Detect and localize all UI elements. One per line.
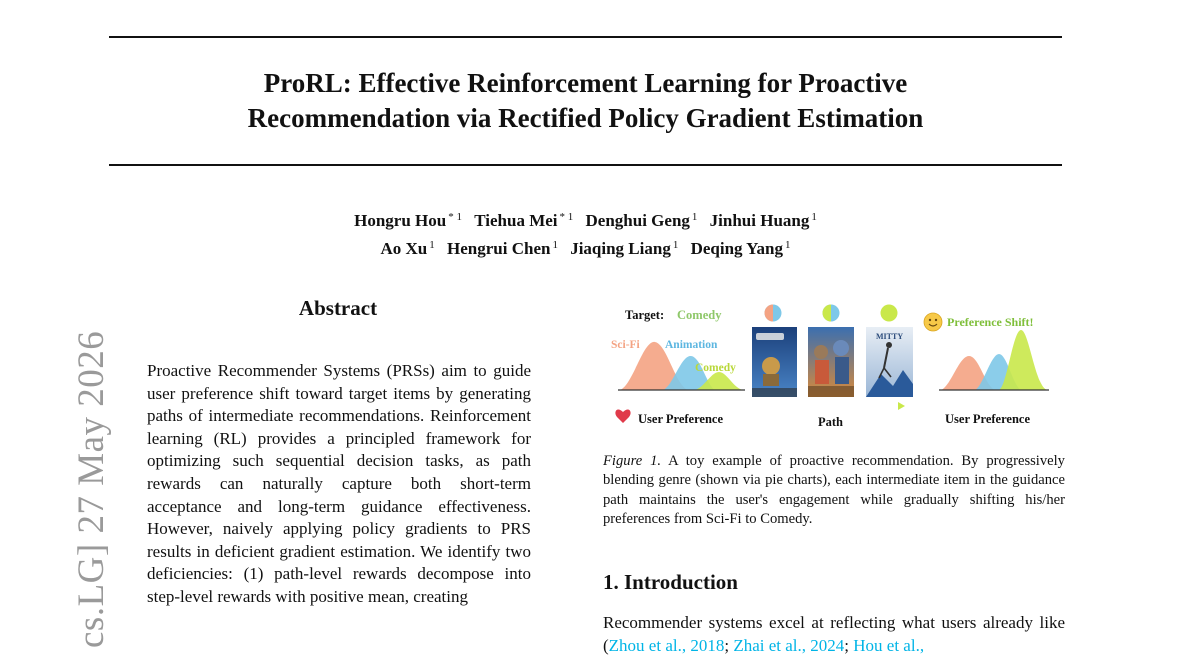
smiley-icon	[924, 313, 942, 331]
figure-caption-text: A toy example of proactive recommendation. By progressively blending genre (shown via pie charts), each intermediate item in the guidance path maintains the user's engagement while gradually shifting his/her preferences from Sci-Fi to Comedy.	[603, 453, 1065, 527]
introduction-text: Recommender systems excel at reflecting what users already like (Zhou et al., 2018; Zhai et al., 2024; Hou et al.,	[603, 613, 1065, 655]
author: Tiehua Mei $^{* 1}$	[474, 211, 574, 230]
paper-title-line-1: ProRL: Effective Reinforcement Learning for Proactive	[263, 68, 908, 98]
paper-title-line-2: Recommendation via Rectified Policy Gradient Estimation	[247, 103, 924, 133]
author: Jinhui Huang $^1$	[709, 211, 817, 230]
figure-caption	[603, 452, 1065, 529]
figure-target-label: Target:	[625, 308, 665, 322]
title-rule-bottom	[109, 164, 1062, 166]
author: Deqing Yang $^1$	[690, 239, 791, 258]
author: Hengrui Chen $^1$	[447, 239, 558, 258]
abstract-heading: Abstract	[298, 296, 378, 320]
genre-label-animation: Animation	[665, 339, 718, 351]
figure-target-value: Comedy	[677, 308, 722, 322]
figure-path-label: Path	[818, 415, 843, 429]
figure-caption-label: Figure 1.	[603, 453, 662, 469]
movie-poster	[808, 327, 854, 397]
genre-label-comedy: Comedy	[695, 362, 736, 374]
genre-label-scifi: Sci-Fi	[611, 339, 640, 351]
citation-link[interactable]: Zhou et al., 2018	[608, 635, 725, 655]
title-rule-top	[109, 36, 1062, 38]
pie-chart-icon	[823, 305, 840, 322]
pie-chart-icon	[881, 305, 898, 322]
figure-user-preference-right: User Preference	[945, 412, 1031, 426]
figure-preference-shift: Preference Shift!	[947, 315, 1034, 329]
citation-link[interactable]: Hou et al.,	[853, 635, 925, 655]
movie-poster	[752, 327, 797, 397]
author-list	[109, 205, 1062, 261]
right-preference-distribution	[939, 330, 1049, 390]
heart-icon	[615, 409, 630, 423]
author-row-2	[109, 233, 1062, 261]
author: Ao Xu $^1$	[380, 239, 435, 258]
author: Denghui Geng $^1$	[585, 211, 698, 230]
arxiv-identifier: cs.LG] 27 May 2026	[71, 330, 112, 648]
paper-title	[109, 66, 1062, 136]
abstract-text: Proactive Recommender Systems (PRSs) aim to guide user preference shift toward target items by generating paths of intermediate recommendations. Reinforcement learning (RL) provides a principled framework for optimizing such sequential decision tasks, as path rewards can naturally capture both short-term acceptance and long-term guidance effectiveness. However, naively applying policy gradients to PRS results in deficient gradient estimation. We identify two deficiencies: (1) path-level rewards decompose into step-level rewards with positive mean, creating	[147, 361, 531, 606]
movie-poster	[866, 327, 913, 397]
author-row-1	[109, 205, 1062, 233]
author: Jiaqing Liang $^1$	[570, 239, 679, 258]
comedy-curve	[999, 330, 1047, 390]
figure-user-preference-left: User Preference	[638, 412, 724, 426]
figure-1	[603, 300, 1063, 435]
poster-title: MITTY	[876, 332, 904, 341]
citation-link[interactable]: Zhai et al., 2024	[733, 635, 845, 655]
author: Hongru Hou $^{* 1}$	[354, 211, 462, 230]
section-heading-introduction: 1. Introduction	[603, 570, 738, 594]
pie-chart-icon	[765, 305, 782, 322]
